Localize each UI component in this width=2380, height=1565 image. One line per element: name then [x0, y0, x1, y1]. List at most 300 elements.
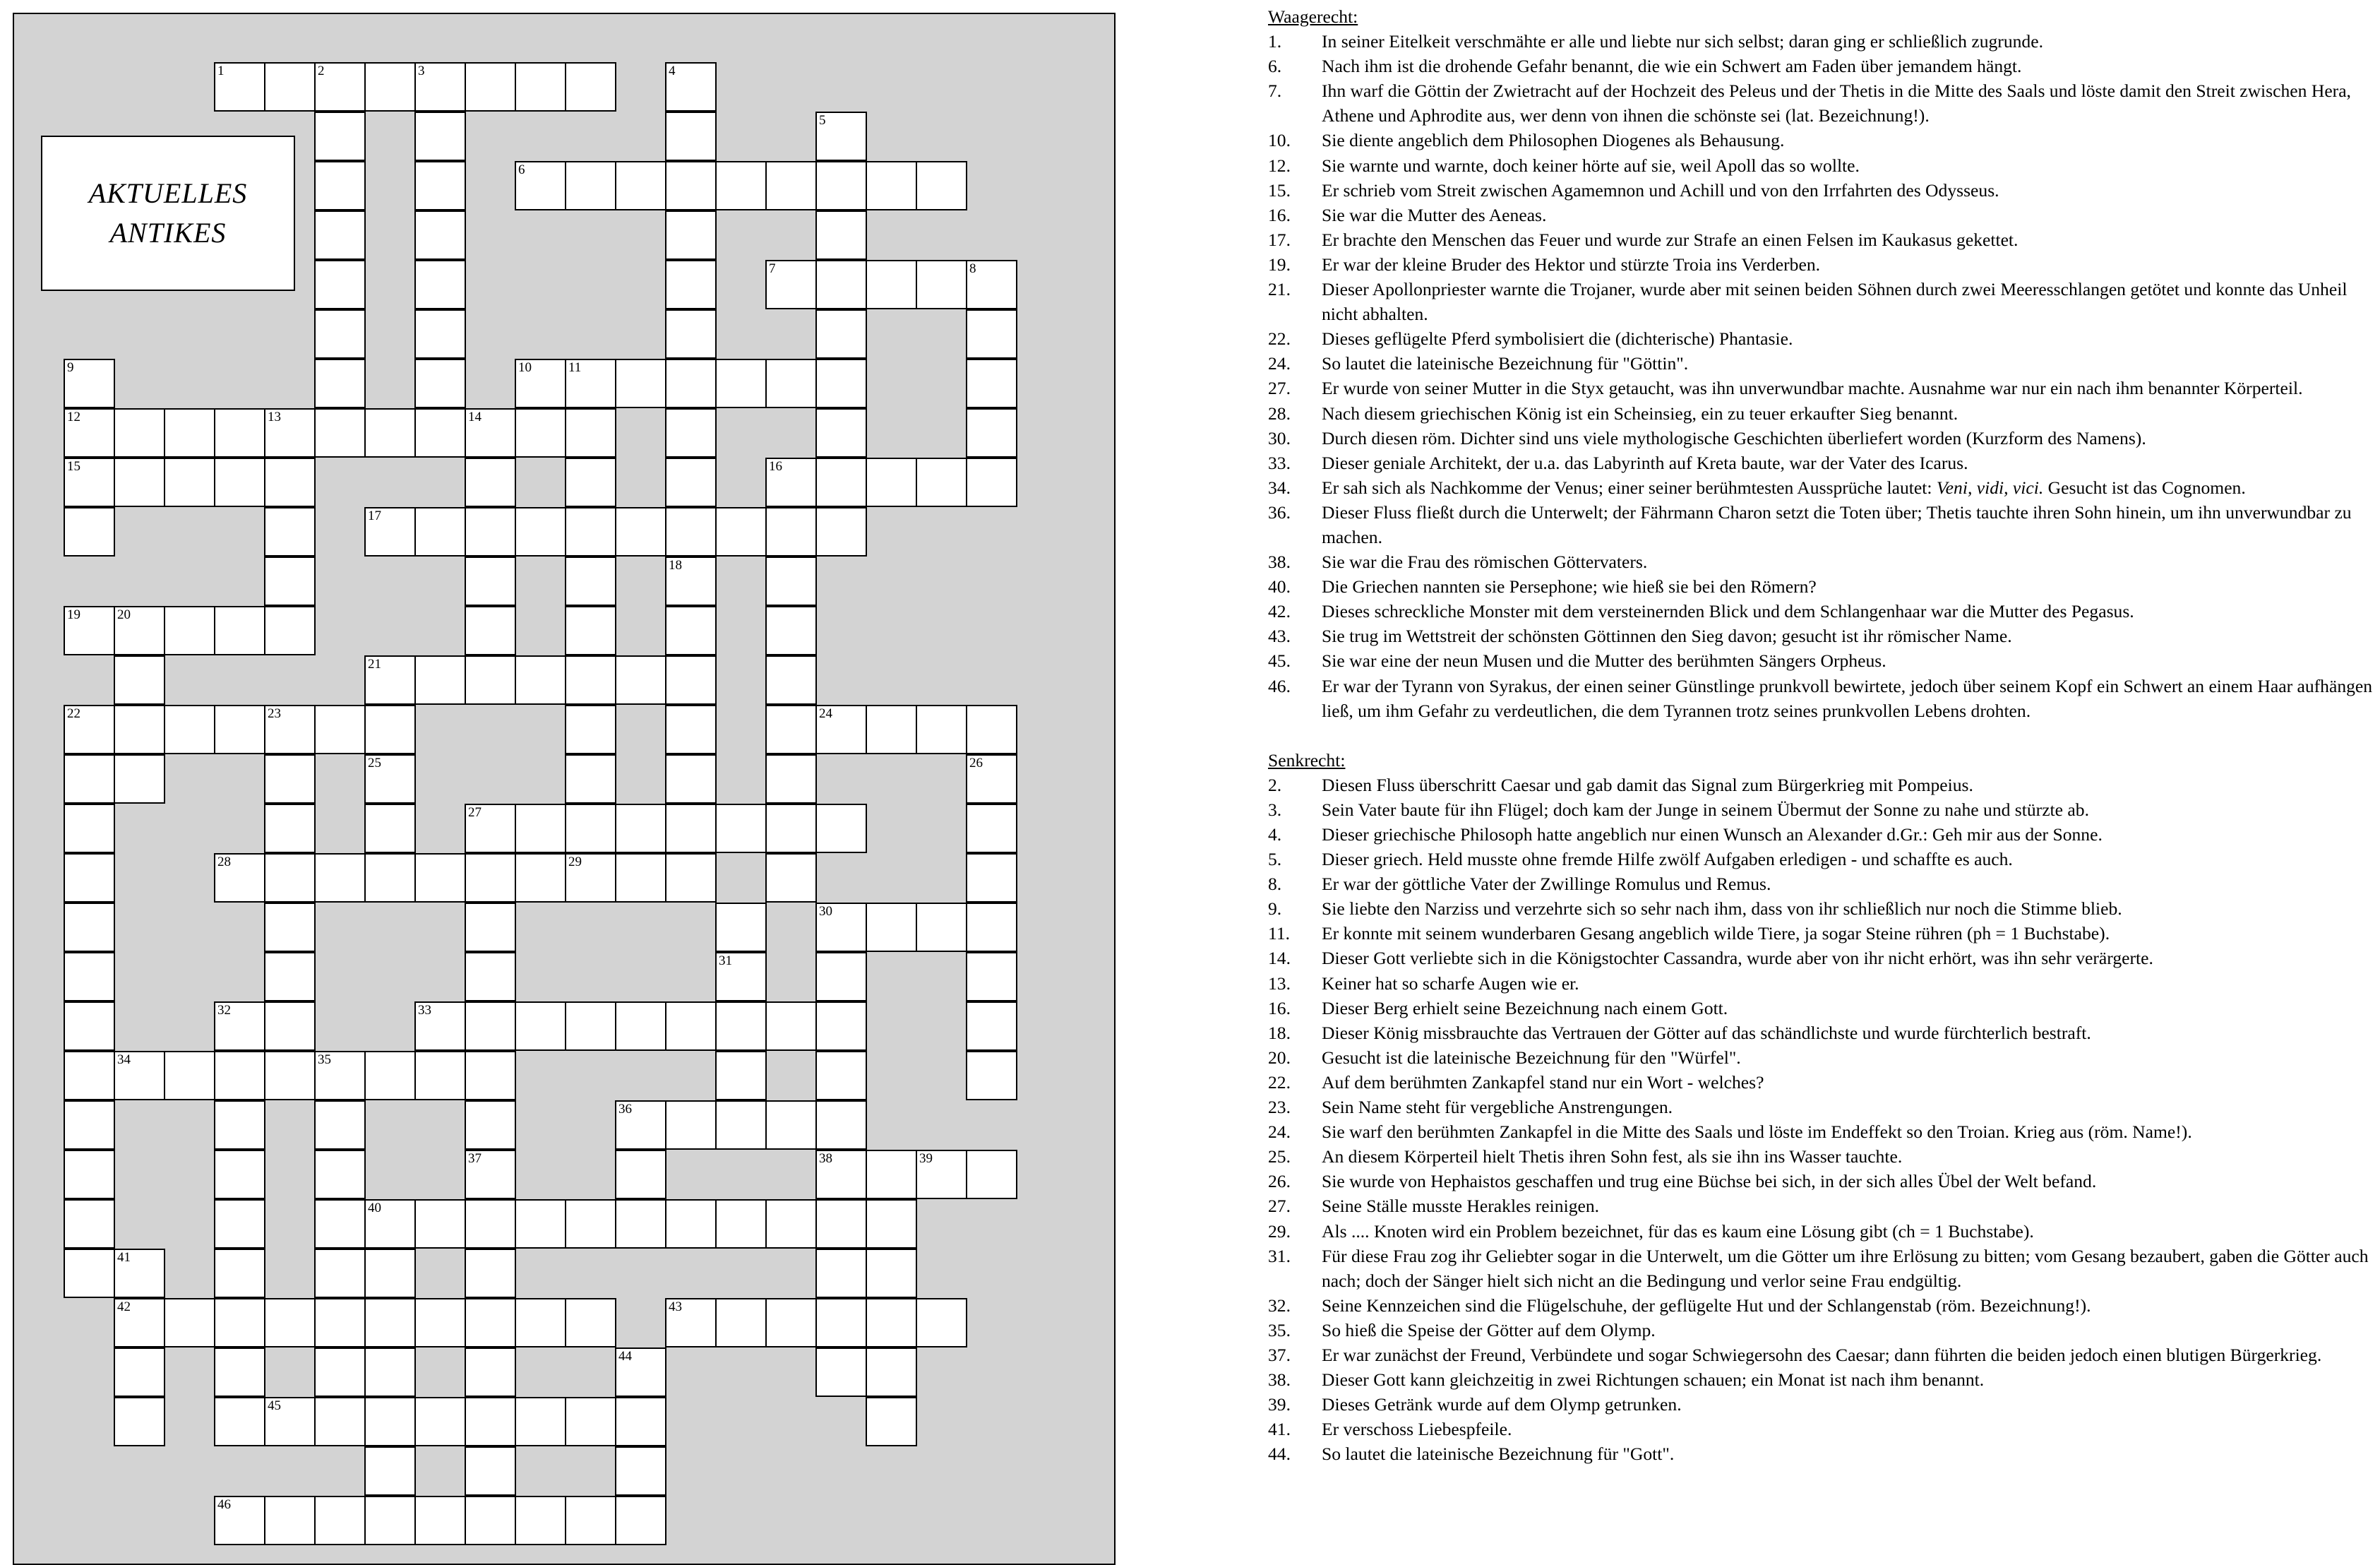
- grid-cell[interactable]: [916, 260, 967, 309]
- grid-cell[interactable]: [715, 1051, 767, 1100]
- grid-cell[interactable]: [214, 1397, 265, 1446]
- grid-cell[interactable]: [815, 260, 867, 309]
- grid-cell[interactable]: [815, 1150, 867, 1199]
- grid-cell[interactable]: [64, 754, 115, 804]
- grid-cell[interactable]: [765, 804, 817, 853]
- grid-cell[interactable]: [815, 408, 867, 458]
- grid-cell[interactable]: [515, 1397, 566, 1446]
- grid-cell[interactable]: [665, 754, 717, 804]
- grid-cell[interactable]: [465, 507, 516, 557]
- clue-number: 27.: [1268, 1196, 1291, 1217]
- grid-cell[interactable]: [815, 1001, 867, 1051]
- grid-cell[interactable]: [615, 1001, 666, 1051]
- grid-cell[interactable]: [64, 1249, 115, 1298]
- grid-cell[interactable]: [615, 1446, 666, 1496]
- grid-cell[interactable]: [715, 1298, 767, 1347]
- grid-cell[interactable]: [214, 1100, 265, 1150]
- grid-cell[interactable]: [966, 754, 1017, 804]
- grid-cell[interactable]: [364, 1298, 416, 1347]
- grid-cell[interactable]: [314, 1347, 366, 1397]
- grid-cell[interactable]: [765, 853, 817, 903]
- grid-cell[interactable]: [64, 458, 115, 507]
- grid-cell[interactable]: [815, 359, 867, 408]
- grid-cell[interactable]: [114, 655, 165, 705]
- grid-cell[interactable]: [314, 853, 366, 903]
- grid-cell[interactable]: [465, 557, 516, 606]
- grid-cell[interactable]: [364, 1446, 416, 1496]
- grid-cell[interactable]: [64, 359, 115, 408]
- grid-cell[interactable]: [364, 1249, 416, 1298]
- grid-cell[interactable]: [465, 458, 516, 507]
- grid-cell[interactable]: [465, 1347, 516, 1397]
- grid-cell[interactable]: [515, 408, 566, 458]
- grid-cell[interactable]: [565, 804, 616, 853]
- grid-cell[interactable]: [164, 705, 215, 754]
- grid-cell[interactable]: [765, 1001, 817, 1051]
- clue-number: 20.: [1268, 1047, 1291, 1068]
- grid-cell[interactable]: [465, 1051, 516, 1100]
- grid-cell[interactable]: [665, 408, 717, 458]
- grid-cell[interactable]: [465, 1446, 516, 1496]
- grid-cell[interactable]: [114, 705, 165, 754]
- grid-cell[interactable]: [414, 1298, 466, 1347]
- grid-cell[interactable]: [114, 1249, 165, 1298]
- grid-cell[interactable]: [866, 903, 917, 952]
- grid-cell[interactable]: [866, 260, 917, 309]
- grid-cell[interactable]: [465, 1100, 516, 1150]
- clue-number: 24.: [1268, 1121, 1291, 1143]
- grid-cell[interactable]: [214, 1199, 265, 1249]
- grid-cell[interactable]: [364, 1347, 416, 1397]
- grid-cell[interactable]: [465, 1199, 516, 1249]
- grid-cell[interactable]: [314, 1496, 366, 1545]
- grid-cell[interactable]: [966, 804, 1017, 853]
- grid-cell[interactable]: [815, 705, 867, 754]
- grid-cell[interactable]: [114, 408, 165, 458]
- grid-cell[interactable]: [264, 1298, 316, 1347]
- grid-cell[interactable]: [765, 1100, 817, 1150]
- grid-cell[interactable]: [515, 804, 566, 853]
- grid-cell[interactable]: [515, 161, 566, 210]
- grid-cell[interactable]: [665, 655, 717, 705]
- grid-cell[interactable]: [465, 1496, 516, 1545]
- grid-cell[interactable]: [615, 1496, 666, 1545]
- grid-cell[interactable]: [314, 705, 366, 754]
- grid-cell[interactable]: [866, 161, 917, 210]
- grid-cell[interactable]: [765, 754, 817, 804]
- grid-cell[interactable]: [815, 1199, 867, 1249]
- grid-cell[interactable]: [565, 359, 616, 408]
- grid-cell[interactable]: [515, 1298, 566, 1347]
- grid-cell[interactable]: [164, 408, 215, 458]
- grid-cell[interactable]: [364, 1199, 416, 1249]
- grid-cell[interactable]: [414, 260, 466, 309]
- grid-cell[interactable]: [314, 359, 366, 408]
- grid-cell[interactable]: [164, 1298, 215, 1347]
- grid-cell[interactable]: [866, 1347, 917, 1397]
- grid-cell[interactable]: [414, 655, 466, 705]
- grid-cell[interactable]: [465, 1001, 516, 1051]
- grid-cell[interactable]: [465, 408, 516, 458]
- grid-cell[interactable]: [414, 853, 466, 903]
- grid-cell[interactable]: [465, 655, 516, 705]
- grid-cell[interactable]: [264, 1496, 316, 1545]
- grid-cell[interactable]: [114, 458, 165, 507]
- grid-cell[interactable]: [765, 1298, 817, 1347]
- grid-cell[interactable]: [264, 1397, 316, 1446]
- grid-cell[interactable]: [765, 606, 817, 655]
- grid-cell[interactable]: [314, 1249, 366, 1298]
- grid-cell[interactable]: [565, 1001, 616, 1051]
- grid-cell[interactable]: [665, 1298, 717, 1347]
- grid-cell[interactable]: [214, 1001, 265, 1051]
- grid-cell[interactable]: [414, 112, 466, 161]
- grid-cell[interactable]: [364, 1051, 416, 1100]
- clue-text: Dieser Berg erhielt seine Bezeichnung nach einem Gott.: [1322, 997, 1728, 1018]
- grid-cell[interactable]: [815, 458, 867, 507]
- grid-cell[interactable]: [414, 161, 466, 210]
- grid-cell[interactable]: [866, 1150, 917, 1199]
- grid-cell[interactable]: [565, 408, 616, 458]
- grid-cell[interactable]: [815, 210, 867, 260]
- grid-cell[interactable]: [214, 1496, 265, 1545]
- grid-cell[interactable]: [314, 62, 366, 112]
- grid-cell[interactable]: [966, 952, 1017, 1001]
- grid-cell[interactable]: [515, 1496, 566, 1545]
- grid-cell[interactable]: [114, 606, 165, 655]
- grid-cell[interactable]: [916, 1150, 967, 1199]
- grid-cell[interactable]: [264, 606, 316, 655]
- grid-cell[interactable]: [815, 1298, 867, 1347]
- grid-cell[interactable]: [64, 1199, 115, 1249]
- grid-cell[interactable]: [966, 705, 1017, 754]
- grid-cell[interactable]: [114, 1347, 165, 1397]
- grid-cell[interactable]: [414, 309, 466, 359]
- grid-cell[interactable]: [264, 507, 316, 557]
- grid-cell[interactable]: [765, 705, 817, 754]
- grid-cell[interactable]: [615, 1199, 666, 1249]
- grid-cell[interactable]: [615, 507, 666, 557]
- grid-cell[interactable]: [565, 1199, 616, 1249]
- grid-cell[interactable]: [765, 507, 817, 557]
- grid-cell[interactable]: [64, 408, 115, 458]
- grid-cell[interactable]: [214, 1347, 265, 1397]
- grid-cell[interactable]: [815, 309, 867, 359]
- grid-cell[interactable]: [264, 1051, 316, 1100]
- grid-cell[interactable]: [665, 804, 717, 853]
- grid-cell[interactable]: [615, 161, 666, 210]
- grid-cell[interactable]: [414, 210, 466, 260]
- grid-cell[interactable]: [515, 359, 566, 408]
- grid-cell[interactable]: [364, 754, 416, 804]
- grid-cell[interactable]: [615, 655, 666, 705]
- grid-cell[interactable]: [715, 804, 767, 853]
- grid-cell[interactable]: [414, 1001, 466, 1051]
- grid-cell[interactable]: [565, 507, 616, 557]
- grid-cell[interactable]: [565, 606, 616, 655]
- grid-cell[interactable]: [515, 62, 566, 112]
- grid-cell[interactable]: [966, 359, 1017, 408]
- grid-cell[interactable]: [314, 1100, 366, 1150]
- grid-cell[interactable]: [64, 1100, 115, 1150]
- grid-cell[interactable]: [565, 754, 616, 804]
- grid-cell[interactable]: [966, 309, 1017, 359]
- grid-cell[interactable]: [264, 557, 316, 606]
- grid-cell[interactable]: [665, 210, 717, 260]
- grid-cell[interactable]: [314, 260, 366, 309]
- grid-cell[interactable]: [364, 804, 416, 853]
- grid-cell[interactable]: [966, 853, 1017, 903]
- grid-cell[interactable]: [515, 853, 566, 903]
- clue-number: 18.: [1268, 1022, 1291, 1043]
- grid-cell[interactable]: [515, 655, 566, 705]
- grid-cell[interactable]: [715, 1100, 767, 1150]
- grid-cell[interactable]: [565, 161, 616, 210]
- grid-cell[interactable]: [615, 853, 666, 903]
- grid-cell[interactable]: [64, 1051, 115, 1100]
- grid-cell[interactable]: [414, 507, 466, 557]
- clue-number-label: 23: [268, 706, 281, 721]
- grid-cell[interactable]: [715, 507, 767, 557]
- grid-cell[interactable]: [264, 853, 316, 903]
- grid-cell[interactable]: [765, 260, 817, 309]
- grid-cell[interactable]: [465, 1397, 516, 1446]
- grid-cell[interactable]: [64, 853, 115, 903]
- grid-cell[interactable]: [364, 705, 416, 754]
- grid-cell[interactable]: [314, 112, 366, 161]
- grid-cell[interactable]: [364, 1496, 416, 1545]
- grid-cell[interactable]: [214, 1249, 265, 1298]
- grid-cell[interactable]: [966, 1051, 1017, 1100]
- grid-cell[interactable]: [565, 655, 616, 705]
- grid-cell[interactable]: [615, 804, 666, 853]
- grid-cell[interactable]: [214, 853, 265, 903]
- grid-cell[interactable]: [364, 1397, 416, 1446]
- grid-cell[interactable]: [665, 606, 717, 655]
- grid-cell[interactable]: [815, 952, 867, 1001]
- grid-cell[interactable]: [515, 507, 566, 557]
- grid-cell[interactable]: [114, 1051, 165, 1100]
- grid-cell[interactable]: [665, 1100, 717, 1150]
- grid-cell[interactable]: [866, 458, 917, 507]
- grid-cell[interactable]: [565, 1397, 616, 1446]
- grid-cell[interactable]: [164, 606, 215, 655]
- grid-cell[interactable]: [815, 1100, 867, 1150]
- grid-cell[interactable]: [114, 754, 165, 804]
- grid-cell[interactable]: [414, 408, 466, 458]
- grid-cell[interactable]: [966, 260, 1017, 309]
- grid-cell[interactable]: [414, 1496, 466, 1545]
- grid-cell[interactable]: [414, 1051, 466, 1100]
- grid-cell[interactable]: [465, 804, 516, 853]
- grid-cell[interactable]: [715, 903, 767, 952]
- grid-cell[interactable]: [264, 62, 316, 112]
- grid-cell[interactable]: [114, 1397, 165, 1446]
- grid-cell[interactable]: [465, 952, 516, 1001]
- grid-cell[interactable]: [916, 705, 967, 754]
- grid-cell[interactable]: [465, 1298, 516, 1347]
- grid-cell[interactable]: [64, 1001, 115, 1051]
- grid-cell[interactable]: [665, 458, 717, 507]
- grid-cell[interactable]: [665, 1199, 717, 1249]
- clue-text: Dieses Getränk wurde auf dem Olymp getrunken.: [1322, 1394, 1682, 1415]
- grid-cell[interactable]: [314, 1298, 366, 1347]
- grid-cell[interactable]: [114, 1298, 165, 1347]
- grid-cell[interactable]: [264, 1001, 316, 1051]
- grid-cell[interactable]: [64, 903, 115, 952]
- grid-cell[interactable]: [715, 952, 767, 1001]
- grid-cell[interactable]: [966, 903, 1017, 952]
- grid-cell[interactable]: [264, 458, 316, 507]
- grid-cell[interactable]: [515, 1199, 566, 1249]
- grid-cell[interactable]: [565, 1298, 616, 1347]
- grid-cell[interactable]: [615, 1100, 666, 1150]
- grid-cell[interactable]: [815, 903, 867, 952]
- grid-cell[interactable]: [565, 458, 616, 507]
- grid-cell[interactable]: [364, 507, 416, 557]
- grid-cell[interactable]: [465, 606, 516, 655]
- grid-cell[interactable]: [214, 705, 265, 754]
- grid-cell[interactable]: [164, 458, 215, 507]
- grid-cell[interactable]: [815, 804, 867, 853]
- grid-cell[interactable]: [264, 903, 316, 952]
- grid-cell[interactable]: [665, 557, 717, 606]
- grid-cell[interactable]: [264, 952, 316, 1001]
- grid-cell[interactable]: [966, 458, 1017, 507]
- clue-text: Dieser Gott verliebte sich in die Königstochter Cassandra, wurde aber von ihr nicht erhört, was ihn sehr verärgerte.: [1322, 948, 2153, 969]
- grid-cell[interactable]: [966, 1150, 1017, 1199]
- grid-cell[interactable]: [615, 1150, 666, 1199]
- grid-cell[interactable]: [665, 507, 717, 557]
- grid-cell[interactable]: [765, 1199, 817, 1249]
- grid-cell[interactable]: [765, 655, 817, 705]
- grid-cell[interactable]: [314, 408, 366, 458]
- grid-cell[interactable]: [866, 1397, 917, 1446]
- grid-cell[interactable]: [214, 1051, 265, 1100]
- grid-cell[interactable]: [765, 557, 817, 606]
- grid-cell[interactable]: [715, 1001, 767, 1051]
- grid-cell[interactable]: [966, 408, 1017, 458]
- clue-number: 28.: [1268, 403, 1291, 424]
- grid-cell[interactable]: [665, 1001, 717, 1051]
- grid-cell[interactable]: [364, 62, 416, 112]
- grid-cell[interactable]: [364, 853, 416, 903]
- grid-cell[interactable]: [314, 1150, 366, 1199]
- grid-cell[interactable]: [665, 705, 717, 754]
- grid-cell[interactable]: [815, 1051, 867, 1100]
- grid-cell[interactable]: [414, 1199, 466, 1249]
- grid-cell[interactable]: [866, 705, 917, 754]
- grid-cell[interactable]: [615, 1347, 666, 1397]
- grid-cell[interactable]: [665, 62, 717, 112]
- grid-cell[interactable]: [164, 1051, 215, 1100]
- grid-cell[interactable]: [214, 62, 265, 112]
- grid-cell[interactable]: [715, 161, 767, 210]
- grid-cell[interactable]: [64, 804, 115, 853]
- grid-cell[interactable]: [414, 62, 466, 112]
- grid-cell[interactable]: [314, 161, 366, 210]
- grid-cell[interactable]: [565, 1496, 616, 1545]
- grid-cell[interactable]: [364, 655, 416, 705]
- grid-cell[interactable]: [665, 112, 717, 161]
- grid-cell[interactable]: [314, 1397, 366, 1446]
- grid-cell[interactable]: [64, 507, 115, 557]
- grid-cell[interactable]: [314, 210, 366, 260]
- grid-cell[interactable]: [815, 1347, 867, 1397]
- grid-cell[interactable]: [866, 1199, 917, 1249]
- grid-cell[interactable]: [214, 458, 265, 507]
- grid-cell[interactable]: [264, 705, 316, 754]
- grid-cell[interactable]: [465, 853, 516, 903]
- grid-cell[interactable]: [765, 458, 817, 507]
- grid-cell[interactable]: [916, 903, 967, 952]
- grid-cell[interactable]: [214, 606, 265, 655]
- grid-cell[interactable]: [465, 903, 516, 952]
- grid-cell[interactable]: [715, 359, 767, 408]
- grid-cell[interactable]: [565, 62, 616, 112]
- grid-cell[interactable]: [765, 161, 817, 210]
- grid-cell[interactable]: [264, 804, 316, 853]
- grid-cell[interactable]: [815, 112, 867, 161]
- grid-cell[interactable]: [364, 408, 416, 458]
- grid-cell[interactable]: [465, 1249, 516, 1298]
- clue-text: Die Griechen nannten sie Persephone; wie hieß sie bei den Römern?: [1322, 576, 1817, 597]
- grid-cell[interactable]: [916, 458, 967, 507]
- grid-cell[interactable]: [815, 507, 867, 557]
- grid-cell[interactable]: [64, 606, 115, 655]
- grid-cell[interactable]: [314, 309, 366, 359]
- grid-cell[interactable]: [715, 1199, 767, 1249]
- grid-cell[interactable]: [414, 359, 466, 408]
- grid-cell[interactable]: [515, 1001, 566, 1051]
- grid-cell[interactable]: [665, 359, 717, 408]
- grid-cell[interactable]: [565, 557, 616, 606]
- grid-cell[interactable]: [615, 359, 666, 408]
- grid-cell[interactable]: [64, 1150, 115, 1199]
- grid-cell[interactable]: [314, 1051, 366, 1100]
- grid-cell[interactable]: [64, 952, 115, 1001]
- grid-cell[interactable]: [916, 161, 967, 210]
- grid-cell[interactable]: [665, 161, 717, 210]
- grid-cell[interactable]: [765, 359, 817, 408]
- grid-cell[interactable]: [465, 62, 516, 112]
- grid-cell[interactable]: [665, 260, 717, 309]
- grid-cell[interactable]: [665, 309, 717, 359]
- grid-cell[interactable]: [465, 1150, 516, 1199]
- grid-cell[interactable]: [615, 1397, 666, 1446]
- grid-cell[interactable]: [214, 1150, 265, 1199]
- grid-cell[interactable]: [314, 1199, 366, 1249]
- grid-cell[interactable]: [916, 1298, 967, 1347]
- grid-cell[interactable]: [214, 408, 265, 458]
- grid-cell[interactable]: [866, 1249, 917, 1298]
- grid-cell[interactable]: [866, 1298, 917, 1347]
- grid-cell[interactable]: [264, 754, 316, 804]
- grid-cell[interactable]: [565, 853, 616, 903]
- grid-cell[interactable]: [815, 161, 867, 210]
- grid-cell[interactable]: [565, 705, 616, 754]
- grid-cell[interactable]: [214, 1298, 265, 1347]
- grid-cell[interactable]: [966, 1001, 1017, 1051]
- grid-cell[interactable]: [64, 705, 115, 754]
- grid-cell[interactable]: [815, 1249, 867, 1298]
- grid-cell[interactable]: [264, 408, 316, 458]
- grid-cell[interactable]: [414, 1397, 466, 1446]
- grid-cell[interactable]: [665, 853, 717, 903]
- clue-number: 32.: [1268, 1295, 1291, 1316]
- clue-number-label: 33: [418, 1003, 431, 1018]
- clue-item: [1268, 549, 2376, 574]
